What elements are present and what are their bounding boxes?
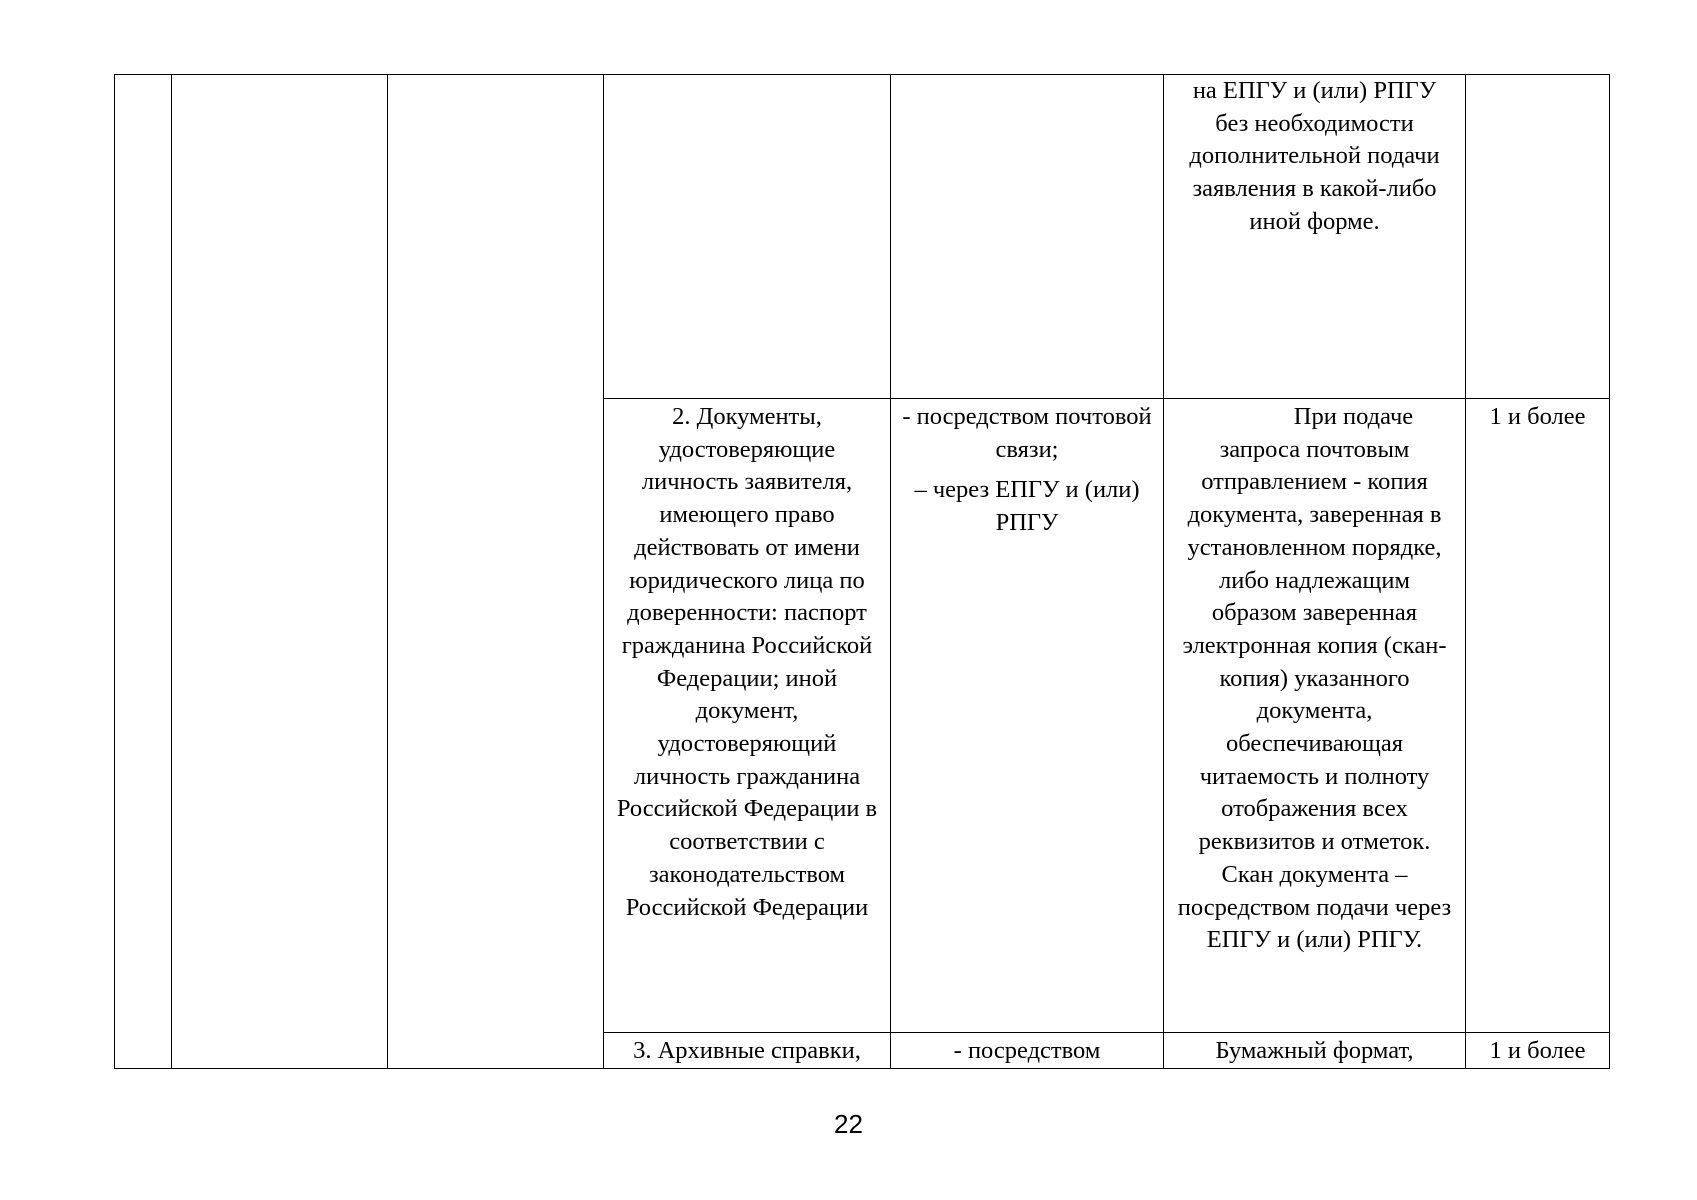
table-cell-quantity	[1466, 75, 1610, 399]
table-cell-requirements: Бумажный формат,	[1164, 1033, 1466, 1069]
table-row	[115, 75, 1610, 399]
table-cell-empty	[388, 75, 604, 1069]
table-cell-quantity: 1 и более	[1466, 1033, 1610, 1069]
table-cell-submission-method	[891, 75, 1164, 399]
table-cell-quantity: 1 и более	[1466, 399, 1610, 1033]
table-cell-empty	[115, 75, 172, 1069]
table-cell-document: 2. Документы, удостоверяющие личность заявителя, имеющего право действовать от имени юридического лица по доверенности: паспорт гражданина Российской Федерации; иной документ, удостоверяющий личность гражданина Российской Федерации в соответствии с законодательством Российской Федерации	[604, 399, 891, 1033]
table-cell-submission-method	[891, 399, 1164, 1033]
table-cell-document	[604, 75, 891, 399]
submission-method-mail: - посредством почтовой связи;	[902, 403, 1152, 463]
table-cell-document: 3. Архивные справки,	[604, 1033, 891, 1069]
page-number: 22	[834, 1109, 863, 1139]
table-cell-requirements: на ЕПГУ и (или) РПГУ без необходимости дополнительной подачи заявления в какой-либо иной форме.	[1164, 75, 1466, 399]
line-gap	[902, 466, 1152, 474]
table-cell-submission-method: - посредством	[891, 1033, 1164, 1069]
submission-method-portal: – через ЕПГУ и (или) РПГУ	[914, 476, 1140, 537]
table-cell-empty	[172, 75, 388, 1069]
table-cell-requirements: При подаче запроса почтовым отправлением - копия документа, заверенная в установленном порядке, либо надлежащим образом заверенная электронная копия (скан-копия) указанного документа, обеспечивающая читаемость и полноту отображения всех реквизитов и отметок. Скан документа – посредством подачи через ЕПГУ и (или) РПГУ.	[1164, 399, 1466, 1033]
documents-table	[114, 74, 1610, 1069]
